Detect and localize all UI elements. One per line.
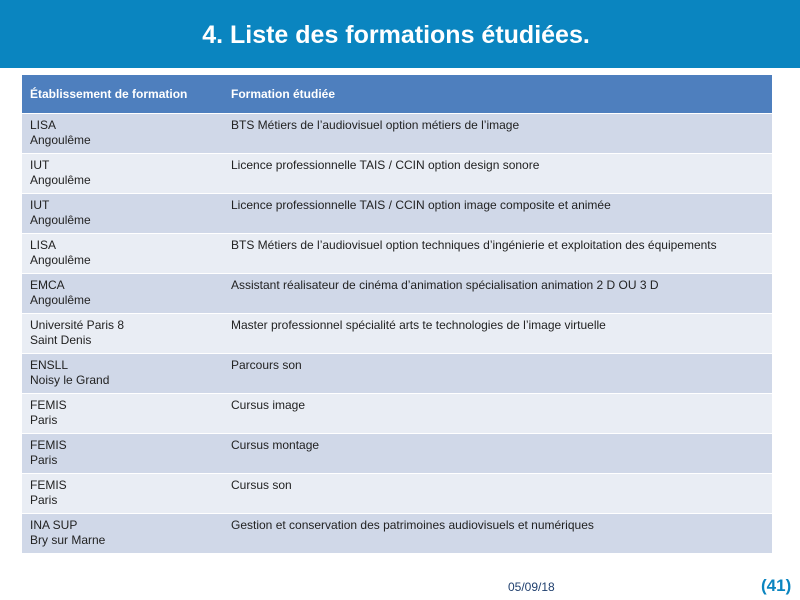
table-row: [22, 473, 772, 513]
table-row: [22, 313, 772, 353]
table-row: [22, 393, 772, 433]
etablissement-city: Angoulême: [30, 293, 91, 307]
formation-cell: Parcours son: [223, 353, 772, 393]
formation-cell: Master professionnel spécialité arts te technologies de l’image virtuelle: [223, 313, 772, 353]
etablissement-cell: [22, 273, 223, 313]
etablissement-cell: [22, 473, 223, 513]
etablissement-cell: [22, 233, 223, 273]
etablissement-cell: [22, 193, 223, 233]
table-row: [22, 193, 772, 233]
etablissement-city: Angoulême: [30, 133, 91, 147]
formation-cell: Licence professionnelle TAIS / CCIN option image composite et animée: [223, 193, 772, 233]
etablissement-city: Angoulême: [30, 253, 91, 267]
page-number: (41): [761, 576, 792, 595]
etablissement-name: IUT: [30, 157, 50, 172]
formation-cell: Assistant réalisateur de cinéma d’animation spécialisation animation 2 D OU 3 D: [223, 273, 772, 313]
etablissement-city: Paris: [30, 413, 58, 427]
formations-table: [22, 75, 772, 553]
etablissement-city: Paris: [30, 493, 58, 507]
etablissement-name: INA SUP: [30, 517, 78, 532]
header-etablissement: Établissement de formation: [30, 86, 188, 101]
etablissement-name: FEMIS: [30, 477, 67, 492]
etablissement-name: Université Paris 8: [30, 317, 125, 332]
etablissement-city: Bry sur Marne: [30, 533, 106, 547]
etablissement-name: IUT: [30, 197, 50, 212]
formation-cell: Licence professionnelle TAIS / CCIN option design sonore: [223, 153, 772, 193]
table-row: [22, 153, 772, 193]
table-row: [22, 113, 772, 153]
formation-cell: Cursus son: [223, 473, 772, 513]
etablissement-city: Angoulême: [30, 213, 91, 227]
table-row: [22, 353, 772, 393]
slide-title: 4. Liste des formations étudiées.: [202, 21, 590, 49]
etablissement-name: LISA: [30, 237, 57, 252]
etablissement-cell: [22, 353, 223, 393]
formation-cell: BTS Métiers de l’audiovisuel option techniques d’ingénierie et exploitation des équipements: [223, 233, 772, 273]
etablissement-cell: [22, 433, 223, 473]
table-row: [22, 513, 772, 553]
etablissement-name: LISA: [30, 117, 57, 132]
formation-cell: Gestion et conservation des patrimoines audiovisuels et numériques: [223, 513, 772, 553]
etablissement-city: Paris: [30, 453, 58, 467]
etablissement-cell: [22, 513, 223, 553]
etablissement-city: Saint Denis: [30, 333, 92, 347]
etablissement-cell: [22, 313, 223, 353]
etablissement-city: Angoulême: [30, 173, 91, 187]
etablissement-name: FEMIS: [30, 437, 67, 452]
etablissement-cell: [22, 393, 223, 433]
etablissement-name: ENSLL: [30, 357, 69, 372]
table-row: [22, 273, 772, 313]
formation-cell: BTS Métiers de l’audiovisuel option métiers de l’image: [223, 113, 772, 153]
formation-cell: Cursus montage: [223, 433, 772, 473]
title-banner: [0, 0, 800, 68]
table-row: [22, 433, 772, 473]
footer-date: 05/09/18: [508, 580, 555, 594]
etablissement-name: FEMIS: [30, 397, 67, 412]
formation-cell: Cursus image: [223, 393, 772, 433]
etablissement-cell: [22, 153, 223, 193]
table-header-row: [22, 75, 772, 113]
etablissement-name: EMCA: [30, 277, 65, 292]
header-formation: Formation étudiée: [231, 86, 336, 101]
etablissement-cell: [22, 113, 223, 153]
table-row: [22, 233, 772, 273]
etablissement-city: Noisy le Grand: [30, 373, 110, 387]
